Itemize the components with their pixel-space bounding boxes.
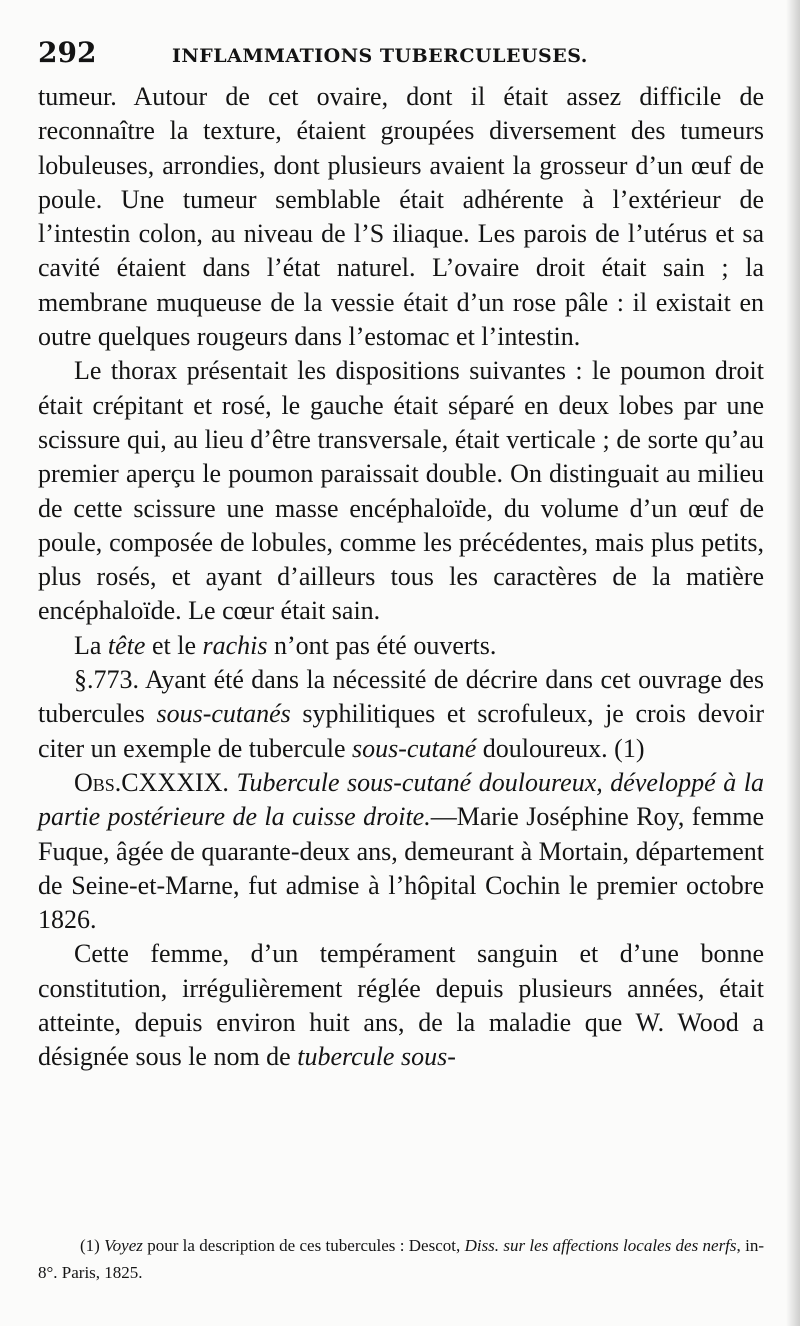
text-run: syphilitiques et scrofuleux, je crois devoir citer un exemple de tubercule: [38, 699, 765, 763]
italic-term: Diss. sur les affections locales des nerfs: [464, 1236, 737, 1255]
text-run: et le: [145, 630, 203, 660]
paragraph-observation: [38, 766, 764, 937]
paragraph-continued: tumeur. Autour de cet ovaire, dont il était assez difficile de reconnaître la texture, étaient groupées diversement des tumeurs lobuleuses, arrondies, dont plusieurs avaient la grosseur d’un œuf de poule. Une tumeur semblable était adhérente à l’extérieur de l’intestin colon, au niveau de l’S iliaque. Les parois de l’utérus et sa cavité étaient dans l’état naturel. L’ovaire droit était sain ; la membrane muqueuse de la vessie était d’un rose pâle : il existait en outre quelques rougeurs dans l’estomac et l’intestin.: [38, 82, 764, 352]
page-header-title: INFLAMMATIONS TUBERCULEUSES.: [172, 45, 588, 67]
text-run: , in-8°. Paris, 1825.: [38, 1236, 764, 1282]
italic-term: sous-cutané: [352, 733, 477, 763]
running-head: [38, 36, 764, 76]
footnote: [38, 1232, 764, 1286]
text-run: La: [74, 630, 108, 660]
italic-term: sous-cutanés: [156, 699, 291, 729]
text-run: —Marie Joséphine Roy, femme Fuque, âgée de quarante-deux ans, demeurant à Mortain, département de Seine-et-Marne, fut admise à l’hôpital Cochin le premier octobre 1826.: [38, 802, 764, 935]
page-number: 292: [38, 36, 97, 69]
text-run: Cette femme, d’un tempérament sanguin et d’une bonne constitution, irrégulièrement réglée depuis plusieurs années, était atteinte, depuis environ huit ans, de la maladie que W. Wood a désignée sous le nom de: [38, 939, 764, 1072]
italic-term: Voyez: [104, 1236, 143, 1255]
text-run: pour la description de ces tubercules : Descot,: [142, 1236, 465, 1255]
italic-term: tubercule sous-: [297, 1042, 456, 1072]
paragraph-case: [38, 937, 764, 1074]
body-text: [38, 80, 764, 1075]
italic-term: tête: [107, 630, 146, 660]
footnote-marker: (1): [80, 1236, 105, 1255]
paragraph-section-773: [38, 663, 764, 766]
observation-title: Tubercule sous-cutané douloureux, développé à la partie postérieure de la cuisse droite.: [38, 767, 764, 832]
paragraph-tete: [38, 629, 764, 663]
italic-term: rachis: [202, 630, 268, 660]
text-run: douloureux. (1): [476, 733, 645, 763]
text-run: n’ont pas été ouverts.: [267, 630, 497, 660]
observation-number: Obs.CXXXIX.: [74, 767, 229, 797]
paragraph-thorax: Le thorax présentait les dispositions suivantes : le poumon droit était crépitant et rosé, le gauche était séparé en deux lobes par une scissure qui, au lieu d’être transversale, était verticale ; de sorte qu’au premier aperçu le poumon paraissait double. On distinguait au milieu de cette scissure une masse encéphaloïde, du volume d’un œuf de poule, composée de lobules, comme les précédentes, mais plus petits, plus rosés, et ayant d’ailleurs tous les caractères de la matière encéphaloïde. Le cœur était sain.: [38, 356, 764, 626]
text-run: §.773. Ayant été dans la nécessité de décrire dans cet ouvrage des tubercules: [38, 665, 764, 729]
